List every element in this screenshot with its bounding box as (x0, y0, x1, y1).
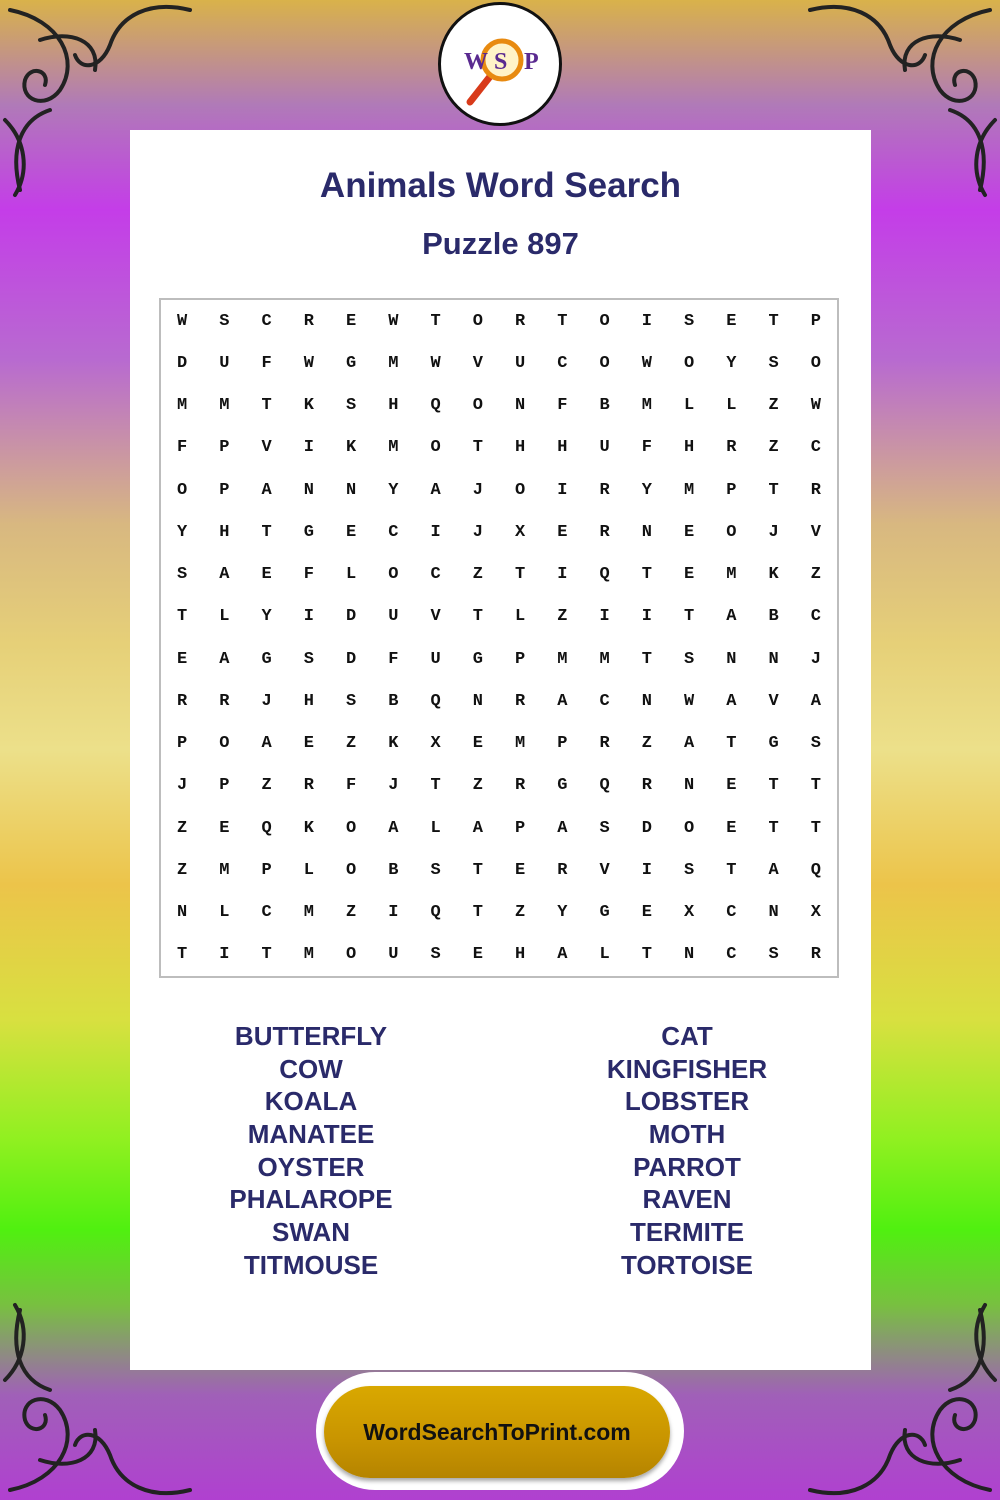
word-list-item: TORTOISE (621, 1249, 753, 1280)
grid-cell[interactable]: U (515, 353, 526, 373)
grid-cell[interactable]: D (641, 818, 652, 838)
grid-cell[interactable]: H (515, 945, 526, 965)
grid-cell[interactable]: I (599, 607, 610, 627)
grid-cell[interactable]: S (430, 945, 441, 965)
grid-cell[interactable]: I (641, 860, 652, 880)
grid-cell[interactable]: P (810, 311, 821, 331)
grid-cell[interactable]: G (768, 734, 779, 754)
grid-cell[interactable]: J (177, 776, 188, 796)
grid-cell[interactable]: I (430, 522, 441, 542)
grid-cell[interactable]: E (641, 903, 652, 923)
word-list-item: KOALA (264, 1086, 358, 1117)
grid-cell[interactable]: R (599, 522, 610, 542)
grid-cell[interactable]: E (303, 734, 314, 754)
grid-cell[interactable]: T (472, 860, 483, 880)
footer-pill (316, 1372, 684, 1490)
grid-cell[interactable]: W (303, 353, 314, 373)
grid-cell[interactable]: T (641, 565, 652, 585)
grid-cell[interactable]: R (515, 691, 526, 711)
grid-cell[interactable]: K (303, 396, 314, 416)
grid-cell[interactable]: R (515, 776, 526, 796)
page-title: Animals Word Search (319, 166, 682, 205)
grid-cell[interactable]: W (684, 691, 695, 711)
grid-cell[interactable]: H (303, 691, 314, 711)
grid-cell[interactable]: S (684, 649, 695, 669)
grid-cell[interactable]: Z (557, 607, 568, 627)
word-list-item: MANATEE (247, 1119, 375, 1150)
grid-cell[interactable]: C (261, 903, 272, 923)
grid-cell[interactable]: S (346, 396, 357, 416)
grid-cell[interactable]: U (599, 438, 610, 458)
puzzle-sheet (130, 130, 871, 1370)
grid-cell[interactable]: G (472, 649, 483, 669)
grid-cell[interactable]: N (303, 480, 314, 500)
grid-cell[interactable]: Q (430, 691, 441, 711)
grid-cell[interactable]: T (641, 945, 652, 965)
grid-cell[interactable]: A (557, 945, 568, 965)
grid-cell[interactable]: R (219, 691, 230, 711)
grid-cell[interactable]: M (303, 945, 314, 965)
grid-cell[interactable]: D (346, 649, 357, 669)
grid-cell[interactable]: T (810, 818, 821, 838)
grid-cell[interactable]: S (219, 311, 230, 331)
grid-cell[interactable]: O (177, 480, 188, 500)
grid-cell[interactable]: R (599, 734, 610, 754)
word-list-item: PARROT (633, 1151, 741, 1182)
grid-cell[interactable]: T (261, 396, 272, 416)
grid-cell[interactable]: M (684, 480, 695, 500)
grid-cell[interactable]: T (684, 607, 695, 627)
grid-cell[interactable]: L (303, 860, 314, 880)
grid-cell[interactable]: U (430, 649, 441, 669)
puzzle-number: Puzzle 897 (422, 226, 579, 261)
grid-cell[interactable]: F (346, 776, 357, 796)
grid-cell[interactable]: S (684, 860, 695, 880)
grid-cell[interactable]: O (219, 734, 230, 754)
grid-cell[interactable]: C (726, 903, 737, 923)
grid-cell[interactable]: R (303, 311, 314, 331)
word-list-item: RAVEN (642, 1184, 732, 1215)
grid-cell[interactable]: T (810, 776, 821, 796)
grid-cell[interactable]: T (430, 311, 441, 331)
grid-cell[interactable]: M (177, 396, 188, 416)
grid-cell[interactable]: H (388, 396, 399, 416)
grid-cell[interactable]: X (515, 522, 526, 542)
grid-cell[interactable]: T (472, 607, 483, 627)
grid-cell[interactable]: T (726, 734, 737, 754)
grid-cell[interactable]: H (557, 438, 568, 458)
grid-cell[interactable]: U (219, 353, 230, 373)
grid-cell[interactable]: S (810, 734, 821, 754)
grid-cell[interactable]: K (388, 734, 399, 754)
word-list-item: TITMOUSE (243, 1249, 379, 1280)
grid-cell[interactable]: A (261, 480, 272, 500)
grid-cell[interactable]: E (515, 860, 526, 880)
grid-cell[interactable]: T (430, 776, 441, 796)
grid-cell[interactable]: S (599, 818, 610, 838)
grid-cell[interactable]: P (261, 860, 272, 880)
grid-cell[interactable]: M (303, 903, 314, 923)
grid-cell[interactable]: Z (810, 565, 821, 585)
grid-cell[interactable]: J (768, 522, 779, 542)
grid-cell[interactable]: T (261, 945, 272, 965)
grid-cell[interactable]: Q (430, 396, 441, 416)
grid-cell[interactable]: R (557, 860, 568, 880)
grid-cell[interactable]: R (303, 776, 314, 796)
grid-cell[interactable]: N (768, 903, 779, 923)
grid-cell[interactable]: T (177, 607, 188, 627)
grid-cell[interactable]: L (515, 607, 526, 627)
grid-cell[interactable]: F (388, 649, 399, 669)
grid-cell[interactable]: O (515, 480, 526, 500)
grid-cell[interactable]: L (219, 607, 230, 627)
grid-cell[interactable]: P (557, 734, 568, 754)
grid-cell[interactable]: H (684, 438, 695, 458)
grid-cell[interactable]: J (810, 649, 821, 669)
grid-cell[interactable]: A (726, 691, 737, 711)
grid-cell[interactable]: N (684, 945, 695, 965)
grid-cell[interactable]: I (388, 903, 399, 923)
grid-cell[interactable]: L (726, 396, 737, 416)
grid-cell[interactable]: T (768, 776, 779, 796)
grid-cell[interactable]: F (177, 438, 188, 458)
grid-cell[interactable]: A (388, 818, 399, 838)
grid-cell[interactable]: Z (346, 734, 357, 754)
word-list-item: TERMITE (629, 1217, 745, 1248)
word-list-item: COW (279, 1053, 343, 1084)
grid-cell[interactable]: I (641, 311, 652, 331)
grid-cell[interactable]: Y (726, 353, 737, 373)
grid-cell[interactable]: F (261, 353, 272, 373)
grid-cell[interactable]: E (261, 565, 272, 585)
grid-cell[interactable]: T (261, 522, 272, 542)
grid-cell[interactable]: A (219, 565, 230, 585)
grid-cell[interactable]: S (177, 565, 188, 585)
grid-cell[interactable]: R (515, 311, 526, 331)
grid-cell[interactable]: U (388, 945, 399, 965)
grid-cell[interactable]: O (346, 860, 357, 880)
grid-cell[interactable]: T (768, 311, 779, 331)
grid-cell[interactable]: R (641, 776, 652, 796)
grid-cell[interactable]: M (726, 565, 737, 585)
grid-cell[interactable]: R (810, 945, 821, 965)
grid-cell[interactable]: V (261, 438, 272, 458)
grid-cell[interactable]: I (557, 565, 568, 585)
grid-cell[interactable]: E (726, 818, 737, 838)
word-list-item: CAT (661, 1021, 713, 1051)
grid-cell[interactable]: J (472, 480, 483, 500)
grid-cell[interactable]: A (684, 734, 695, 754)
grid-cell[interactable]: M (515, 734, 526, 754)
grid-cell[interactable]: Z (346, 903, 357, 923)
grid-cell[interactable]: X (430, 734, 441, 754)
grid-cell[interactable]: A (261, 734, 272, 754)
grid-cell[interactable]: T (472, 903, 483, 923)
grid-cell[interactable]: A (472, 818, 483, 838)
grid-cell[interactable]: C (557, 353, 568, 373)
grid-cell[interactable]: N (177, 903, 188, 923)
grid-cell[interactable]: S (430, 860, 441, 880)
letter-grid (159, 298, 839, 978)
grid-cell[interactable]: F (557, 396, 568, 416)
grid-cell[interactable]: A (557, 691, 568, 711)
grid-cell[interactable]: N (684, 776, 695, 796)
grid-cell[interactable]: E (346, 522, 357, 542)
grid-cell[interactable]: A (726, 607, 737, 627)
grid-cell[interactable]: M (599, 649, 610, 669)
grid-cell[interactable]: L (219, 903, 230, 923)
grid-cell[interactable]: F (641, 438, 652, 458)
grid-cell[interactable]: G (346, 353, 357, 373)
grid-cell[interactable]: N (768, 649, 779, 669)
grid-cell[interactable]: C (388, 522, 399, 542)
grid-cell[interactable]: Y (557, 903, 568, 923)
grid-cell[interactable]: P (177, 734, 188, 754)
grid-cell[interactable]: M (388, 438, 399, 458)
grid-cell[interactable]: S (768, 945, 779, 965)
grid-cell[interactable]: O (599, 311, 610, 331)
grid-cell[interactable]: O (726, 522, 737, 542)
grid-cell[interactable]: V (768, 691, 779, 711)
grid-cell[interactable]: S (346, 691, 357, 711)
grid-cell[interactable]: P (726, 480, 737, 500)
grid-cell[interactable]: Z (261, 776, 272, 796)
grid-cell[interactable]: Y (641, 480, 652, 500)
grid-cell[interactable]: O (684, 818, 695, 838)
logo-letter-w: W (464, 49, 488, 75)
grid-cell[interactable]: T (768, 480, 779, 500)
wsp-logo[interactable] (438, 2, 562, 126)
grid-cell[interactable]: F (303, 565, 314, 585)
grid-cell[interactable]: U (388, 607, 399, 627)
logo-letter-s: S (494, 49, 508, 75)
grid-cell[interactable]: Z (177, 860, 188, 880)
grid-cell[interactable]: P (219, 438, 230, 458)
grid-cell[interactable]: X (684, 903, 695, 923)
grid-cell[interactable]: I (557, 480, 568, 500)
grid-cell[interactable]: O (810, 353, 821, 373)
grid-cell[interactable]: Y (388, 480, 399, 500)
grid-cell[interactable]: O (430, 438, 441, 458)
grid-cell[interactable]: W (177, 311, 188, 331)
grid-cell[interactable]: Z (641, 734, 652, 754)
grid-cell[interactable]: H (219, 522, 230, 542)
grid-cell[interactable]: E (472, 734, 483, 754)
grid-cell[interactable]: I (303, 607, 314, 627)
grid-cell[interactable]: D (346, 607, 357, 627)
grid-cell[interactable]: A (219, 649, 230, 669)
word-list-item: BUTTERFLY (234, 1021, 388, 1051)
grid-cell[interactable]: B (768, 607, 779, 627)
website-link-button[interactable]: WordSearchToPrint.com (324, 1386, 670, 1478)
grid-cell[interactable]: R (810, 480, 821, 500)
grid-cell[interactable]: E (726, 311, 737, 331)
grid-cell[interactable]: M (219, 860, 230, 880)
grid-cell[interactable]: B (388, 860, 399, 880)
grid-cell[interactable]: V (430, 607, 441, 627)
grid-cell[interactable]: C (810, 438, 821, 458)
grid-cell[interactable]: R (599, 480, 610, 500)
grid-cell[interactable]: N (515, 396, 526, 416)
grid-cell[interactable]: Q (430, 903, 441, 923)
grid-cell[interactable]: E (684, 522, 695, 542)
grid-cell[interactable]: I (303, 438, 314, 458)
grid-cell[interactable]: S (768, 353, 779, 373)
grid-cell[interactable]: G (599, 903, 610, 923)
grid-cell[interactable]: E (726, 776, 737, 796)
grid-cell[interactable]: S (684, 311, 695, 331)
word-list-item: MOTH (648, 1119, 726, 1150)
grid-cell[interactable]: S (303, 649, 314, 669)
grid-cell[interactable]: M (641, 396, 652, 416)
grid-cell[interactable]: T (177, 945, 188, 965)
grid-cell[interactable]: J (472, 522, 483, 542)
grid-cell[interactable]: C (726, 945, 737, 965)
grid-cell[interactable]: E (684, 565, 695, 585)
grid-cell[interactable]: N (641, 522, 652, 542)
grid-cell[interactable]: G (303, 522, 314, 542)
grid-cell[interactable]: T (472, 438, 483, 458)
grid-cell[interactable]: P (219, 776, 230, 796)
word-list-right (537, 1020, 837, 1282)
grid-cell[interactable]: E (557, 522, 568, 542)
grid-cell[interactable]: C (810, 607, 821, 627)
grid-cell[interactable]: M (388, 353, 399, 373)
grid-cell[interactable]: W (810, 396, 821, 416)
grid-cell[interactable]: O (346, 945, 357, 965)
grid-cell[interactable]: K (768, 565, 779, 585)
grid-cell[interactable]: O (388, 565, 399, 585)
grid-cell[interactable]: A (430, 480, 441, 500)
grid-cell[interactable]: Q (261, 818, 272, 838)
grid-cell[interactable]: G (557, 776, 568, 796)
word-list-left (161, 1020, 461, 1282)
grid-cell[interactable]: E (472, 945, 483, 965)
grid-cell[interactable]: I (641, 607, 652, 627)
word-list-item: KINGFISHER (606, 1053, 768, 1084)
grid-cell[interactable]: W (430, 353, 441, 373)
grid-cell[interactable]: B (388, 691, 399, 711)
grid-cell[interactable]: W (388, 311, 399, 331)
grid-cell[interactable]: Z (515, 903, 526, 923)
grid-cell[interactable]: A (557, 818, 568, 838)
grid-cell[interactable]: V (810, 522, 821, 542)
grid-cell[interactable]: L (430, 818, 441, 838)
grid-cell[interactable]: J (261, 691, 272, 711)
grid-cell[interactable]: Z (472, 776, 483, 796)
grid-cell[interactable]: P (515, 818, 526, 838)
grid-cell[interactable]: L (346, 565, 357, 585)
grid-cell[interactable]: N (346, 480, 357, 500)
grid-cell[interactable]: Y (177, 522, 188, 542)
grid-cell[interactable]: N (726, 649, 737, 669)
grid-cell[interactable]: T (641, 649, 652, 669)
grid-cell[interactable]: D (177, 353, 188, 373)
grid-cell[interactable]: O (599, 353, 610, 373)
grid-cell[interactable]: W (641, 353, 652, 373)
grid-cell[interactable]: G (261, 649, 272, 669)
grid-cell[interactable]: N (472, 691, 483, 711)
grid-cell[interactable]: B (599, 396, 610, 416)
grid-cell[interactable]: E (177, 649, 188, 669)
grid-cell[interactable]: M (219, 396, 230, 416)
grid-cell[interactable]: R (177, 691, 188, 711)
grid-cell[interactable]: T (515, 565, 526, 585)
grid-cell[interactable]: Y (261, 607, 272, 627)
grid-cell[interactable]: Q (810, 860, 821, 880)
logo-letter-p: P (524, 49, 539, 75)
grid-cell[interactable]: O (684, 353, 695, 373)
grid-cell[interactable]: M (557, 649, 568, 669)
grid-cell[interactable]: Z (177, 818, 188, 838)
grid-cell[interactable]: Q (599, 565, 610, 585)
grid-cell[interactable]: L (599, 945, 610, 965)
grid-cell[interactable]: T (726, 860, 737, 880)
word-list-item: LOBSTER (624, 1086, 750, 1117)
grid-cell[interactable]: A (810, 691, 821, 711)
grid-cell[interactable]: R (726, 438, 737, 458)
grid-cell[interactable]: K (303, 818, 314, 838)
grid-cell[interactable]: E (219, 818, 230, 838)
grid-cell[interactable]: O (472, 311, 483, 331)
grid-cell[interactable]: X (810, 903, 821, 923)
grid-cell[interactable]: Z (472, 565, 483, 585)
grid-cell[interactable]: C (430, 565, 441, 585)
grid-cell[interactable]: O (472, 396, 483, 416)
grid-cell[interactable]: K (346, 438, 357, 458)
grid-cell[interactable]: C (261, 311, 272, 331)
grid-cell[interactable]: E (346, 311, 357, 331)
grid-cell[interactable]: C (599, 691, 610, 711)
grid-cell[interactable]: P (515, 649, 526, 669)
grid-cell[interactable]: A (768, 860, 779, 880)
grid-cell[interactable]: T (557, 311, 568, 331)
grid-cell[interactable]: I (219, 945, 230, 965)
grid-cell[interactable]: Z (768, 396, 779, 416)
grid-cell[interactable]: H (515, 438, 526, 458)
grid-cell[interactable]: L (684, 396, 695, 416)
grid-cell[interactable]: O (346, 818, 357, 838)
magnifier-logo-icon (450, 14, 550, 114)
word-list-item: PHALAROPE (229, 1184, 393, 1215)
grid-cell[interactable]: J (388, 776, 399, 796)
grid-cell[interactable]: Z (768, 438, 779, 458)
grid-cell[interactable]: N (641, 691, 652, 711)
grid-cell[interactable]: V (472, 353, 483, 373)
word-list-item: SWAN (272, 1217, 350, 1248)
grid-cell[interactable]: P (219, 480, 230, 500)
grid-cell[interactable]: T (768, 818, 779, 838)
grid-cell[interactable]: V (599, 860, 610, 880)
word-list-item: OYSTER (257, 1151, 365, 1182)
grid-cell[interactable]: Q (599, 776, 610, 796)
